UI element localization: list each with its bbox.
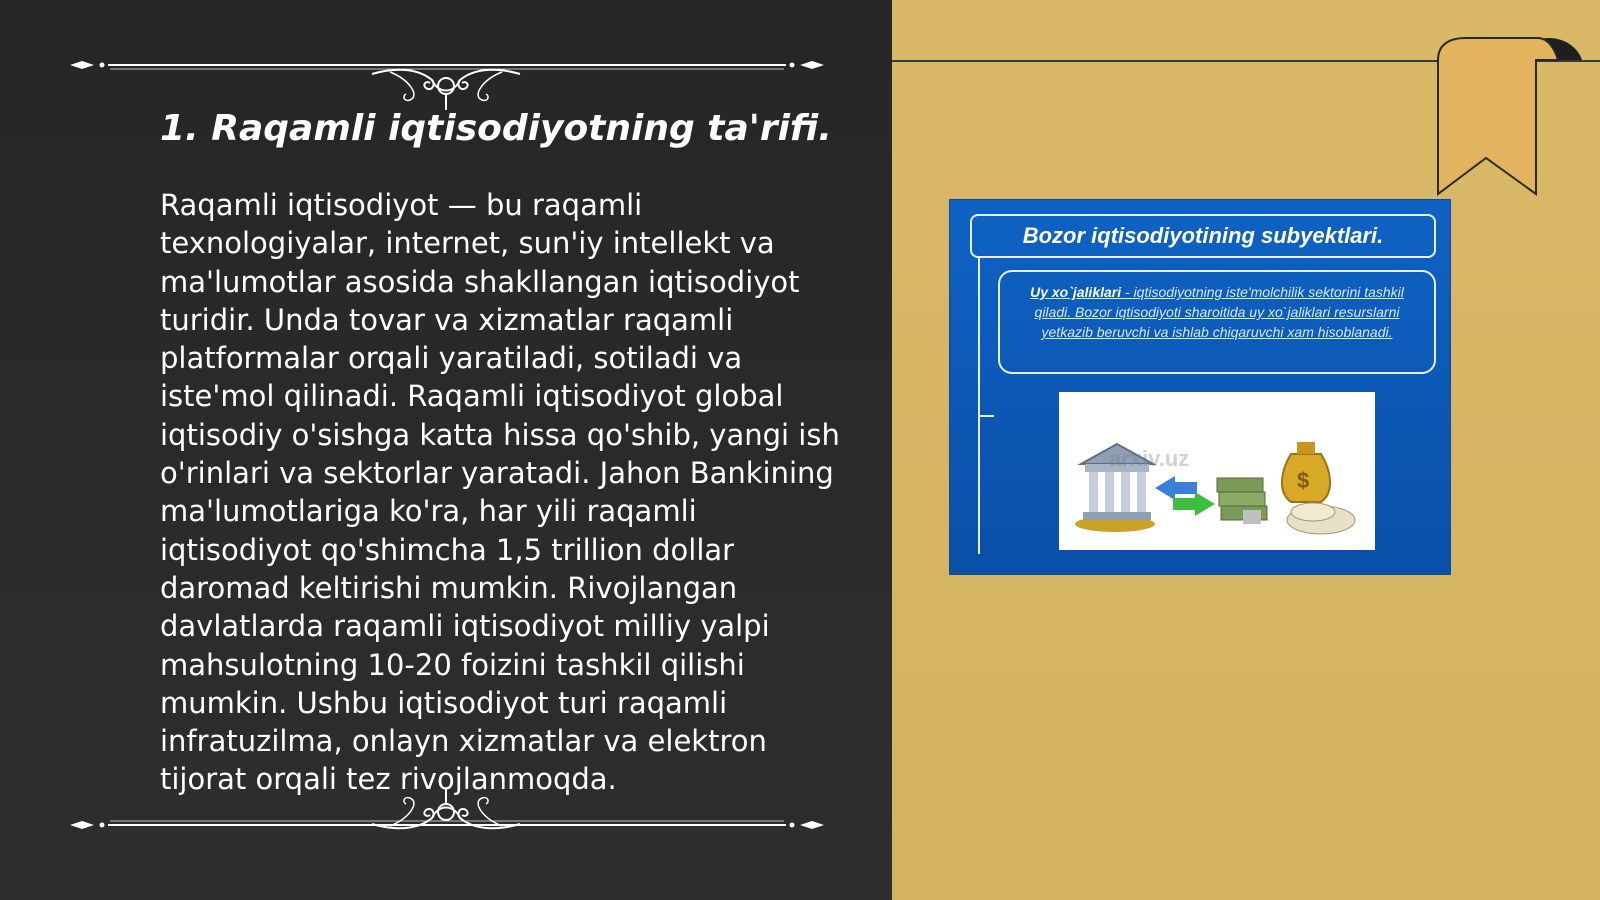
illustration-drawing	[1059, 392, 1375, 550]
definition-term: Uy xo`jaliklari	[1030, 284, 1122, 300]
bookmark-ribbon-icon	[1436, 36, 1586, 200]
definition-text: - iqtisodiyotning iste'molchilik sektorini tashkil qiladi. Bozor iqtisodiyoti sharoitida uy xo`jaliklari resurslarni yetkazib beruvchi va ishlab chiqaruvchi xam hisoblanadi.	[1034, 284, 1404, 340]
money-stack-icon	[1217, 478, 1267, 524]
slide-body-text: Raqamli iqtisodiyot — bu raqamli texnologiyalar, internet, sun'iy intellekt va ma'lumotlar asosida shakllangan iqtisodiyot turidir. Unda tovar va xizmatlar raqamli platformalar orqali yaratiladi, sotiladi va iste'mol qilinadi. Raqamli iqtisodiyot global iqtisodiy o'sishga katta hissa qo'shib, yangi ish o'rinlari va sektorlar yaratadi. Jahon Bankining ma'lumotlariga ko'ra, har yili raqamli iqtisodiyot qo'shimcha 1,5 trillion dollar daromad keltirishi mumkin. Rivojlangan davlatlarda raqamli iqtisodiyot milliy yalpi mahsulotning 10-20 foizini tashkil qilishi mumkin. Ushbu iqtisodiyot turi raqamli infratuzilma, onlayn xizmatlar va elektron tijorat orqali tez rivojlanmoqda.	[160, 188, 840, 797]
money-bag-icon	[1282, 442, 1355, 534]
connector-line	[978, 258, 980, 554]
embedded-definition-box	[998, 270, 1436, 374]
slide-title: 1. Raqamli iqtisodiyotning ta'rifi.	[160, 108, 832, 149]
exchange-arrows-icon	[1155, 476, 1215, 516]
watermark-text: arxiv.uz	[1109, 446, 1190, 471]
embedded-slide-title: Bozor iqtisodiyotining subyektlari.	[970, 214, 1436, 258]
connector-arrow-icon	[980, 415, 994, 417]
embedded-slide-image	[950, 200, 1450, 574]
bottom-ornament-line	[70, 818, 824, 832]
svg-text:$: $	[1297, 468, 1310, 493]
economy-illustration	[1059, 392, 1375, 550]
